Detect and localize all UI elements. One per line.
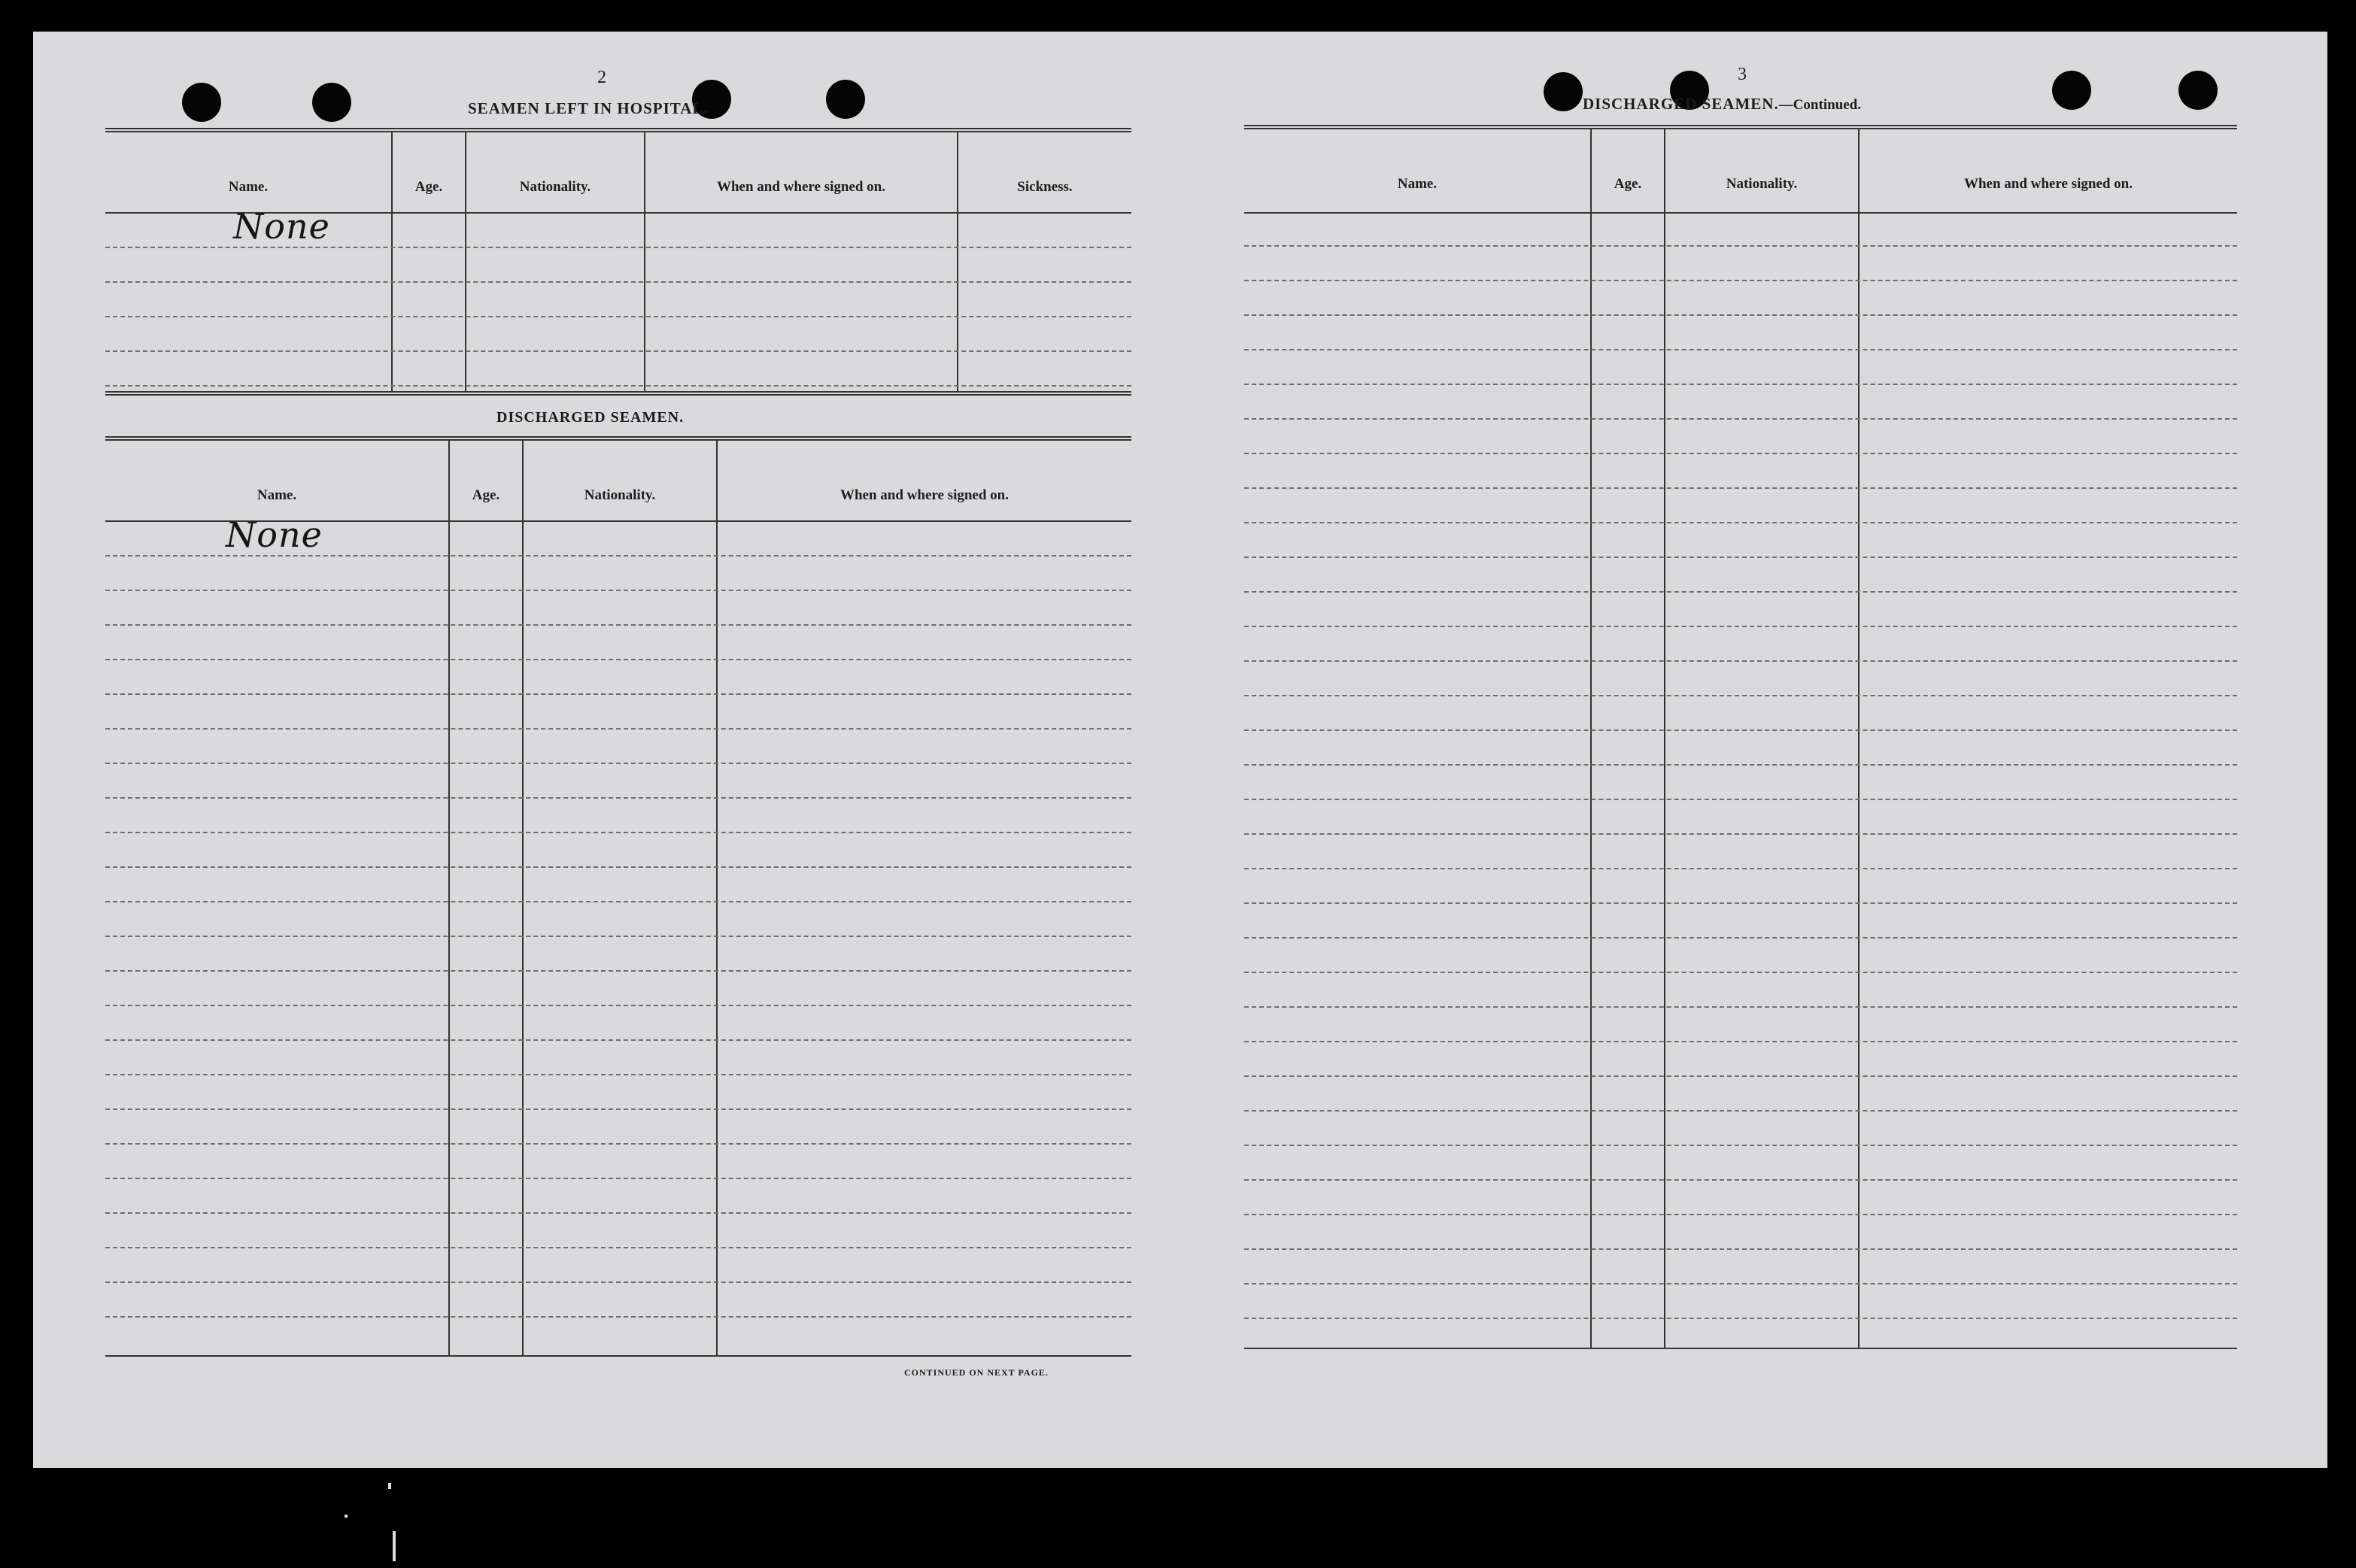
scan-artifact — [393, 1531, 396, 1561]
col-when-where: When and where signed on. — [1963, 176, 2133, 192]
col-name: Name. — [257, 487, 297, 503]
discharged-table — [105, 436, 1131, 1369]
continued-note: CONTINUED ON NEXT PAGE. — [904, 1367, 1049, 1378]
col-when-where: When and where signed on. — [839, 487, 1009, 503]
col-nationality: Nationality. — [1726, 176, 1798, 192]
col-nationality: Nationality. — [584, 487, 656, 503]
col-when-where: When and where signed on. — [716, 179, 885, 195]
punch-hole — [826, 80, 865, 119]
right-page-title — [1583, 95, 1861, 114]
col-age: Age. — [1614, 176, 1642, 192]
scan-artifact — [388, 1483, 391, 1489]
col-age: Age. — [472, 487, 500, 503]
scan-artifact — [345, 1515, 348, 1518]
discharged-continued-table — [1244, 125, 2237, 1361]
handwritten-entry: None — [233, 206, 330, 247]
title-main: DISCHARGED SEAMEN. — [1583, 95, 1779, 113]
col-name: Name. — [228, 179, 269, 195]
right-page — [1207, 32, 2327, 1468]
punch-hole — [2178, 71, 2218, 110]
col-nationality: Nationality. — [519, 179, 591, 195]
page-number: 3 — [1738, 65, 1747, 84]
hospital-section-title: SEAMEN LEFT IN HOSPITAL. — [468, 99, 709, 117]
handwritten-entry: None — [226, 514, 323, 555]
punch-hole — [312, 83, 351, 122]
page-number: 2 — [597, 68, 606, 87]
col-name: Name. — [1397, 176, 1438, 192]
left-page — [33, 32, 1184, 1468]
punch-hole — [2052, 71, 2091, 110]
title-suffix: —Continued. — [1778, 97, 1861, 113]
col-sickness: Sickness. — [1017, 179, 1073, 195]
col-age: Age. — [414, 179, 443, 195]
discharged-section-title: DISCHARGED SEAMEN. — [496, 409, 685, 426]
punch-hole — [1544, 72, 1583, 111]
document-sheet — [33, 32, 2327, 1468]
hospital-table — [105, 128, 1131, 436]
punch-hole — [182, 83, 221, 122]
